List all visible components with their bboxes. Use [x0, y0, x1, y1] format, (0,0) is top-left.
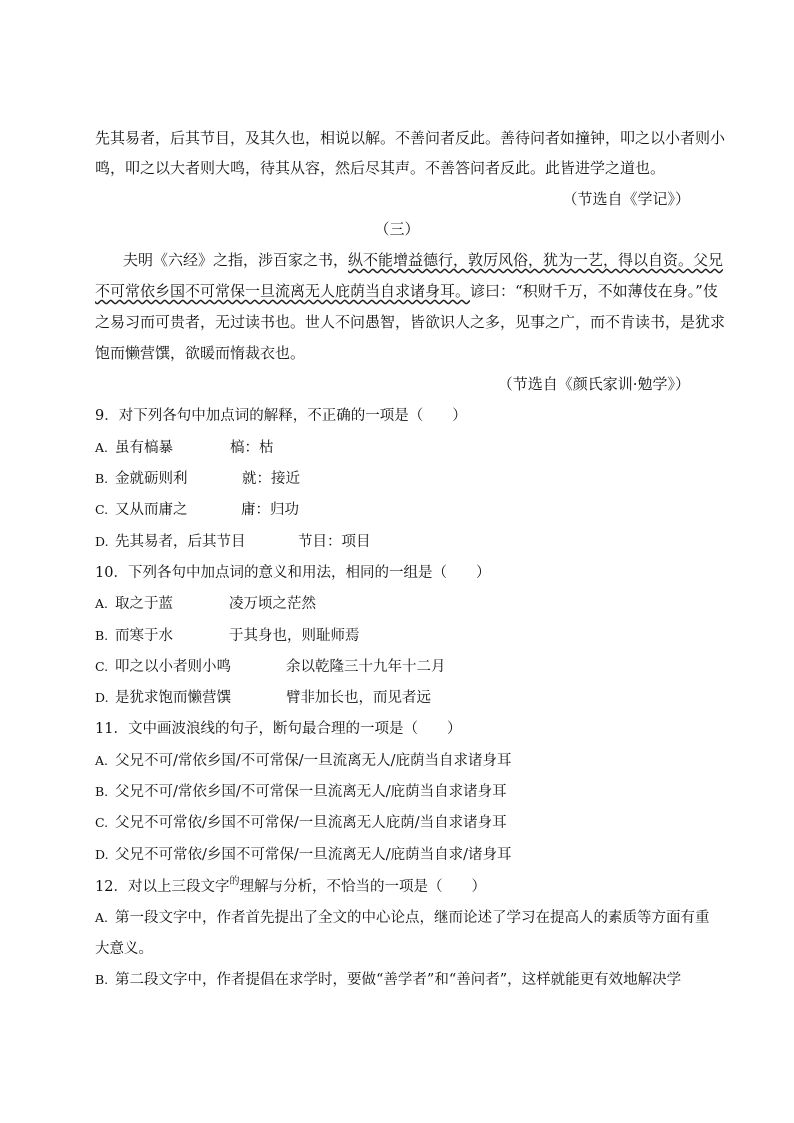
q10-option-a-gloss: 凌万顷之茫然 [229, 596, 316, 612]
q10-option-b-text: 而寒于水 [115, 628, 173, 644]
q9-option-a-gloss: 槁：枯 [230, 440, 274, 456]
q12-stem-part-1: 12．对以上三段文字 [95, 879, 230, 895]
passage3-line-4: 饱而懒营馔，欲暖而惰裁衣也。 [95, 344, 306, 362]
q9-option-a-text: 虽有槁暴 [115, 440, 173, 456]
q10-option-a-letter: A. [95, 596, 109, 611]
q9-option-b [95, 469, 300, 489]
q11-option-d-letter: D. [95, 847, 109, 862]
q10-option-b-gloss: 于其身也，则耻师焉 [229, 628, 360, 644]
q11-stem: 11．文中画波浪线的句子，断句最合理的一项是（ ） [95, 721, 462, 737]
q10-option-c-gloss: 余以乾隆三十九年十二月 [286, 659, 446, 675]
q10-option-b-letter: B. [95, 628, 109, 643]
q9-option-c [95, 500, 299, 520]
q9-option-c-letter: C. [95, 502, 109, 517]
q10-option-a [95, 594, 316, 614]
q12-option-b-line-1 [95, 970, 681, 990]
passage3-source: （节选自《颜氏家训·勉学》） [497, 375, 690, 393]
q10-option-b [95, 626, 360, 646]
q10-option-d [95, 688, 431, 708]
q11-option-b-letter: B. [95, 784, 109, 799]
passage2-source: （节选自《学记》） [562, 190, 690, 208]
q12-stem-part-2: 理解与分析，不恰当的一项是（ ） [239, 879, 486, 895]
q9-option-d-text: 先其易者，后其节目 [115, 534, 246, 550]
q11-option-b-text: 父兄不可/常依乡国/不可常保一旦流离无人/庇荫当自求诸身耳 [115, 784, 507, 800]
q9-option-a-letter: A. [95, 440, 109, 455]
q9-option-b-gloss: 就：接近 [242, 471, 300, 487]
passage2-line-2: 鸣，叩之以大者则大鸣，待其从容，然后尽其声。不善答问者反此。此皆进学之道也。 [95, 159, 666, 177]
q9-stem: 9．对下列各句中加点词的解释，不正确的一项是（ ） [95, 408, 467, 424]
q12-stem [95, 877, 486, 899]
q12-option-b-text-1: 第二段文字中，作者提倡在求学时，要做“善学者”和“善问者”，这样就能更有效地解决学 [115, 972, 682, 988]
q12-option-a-line-2: 大意义。 [95, 941, 153, 957]
q10-option-a-text: 取之于蓝 [115, 596, 173, 612]
q9-option-a [95, 438, 274, 458]
q12-option-b-letter: B. [95, 972, 109, 987]
q9-option-c-gloss: 庸：归功 [241, 502, 299, 518]
q12-option-a-text-1: 第一段文字中，作者首先提出了全文的中心论点，继而论述了学习在提高人的素质等方面有重 [115, 910, 710, 926]
q10-option-c [95, 657, 446, 677]
q9-option-d-gloss: 节目：项目 [298, 534, 371, 550]
passage3-line-2 [95, 281, 718, 301]
q10-option-d-letter: D. [95, 690, 109, 705]
q11-option-a-text: 父兄不可/常依乡国/不可常保/一旦流离无人/庇荫当自求诸身耳 [115, 753, 512, 769]
q9-option-b-letter: B. [95, 471, 109, 486]
q11-option-c [95, 813, 507, 833]
q11-option-c-letter: C. [95, 815, 109, 830]
q9-option-c-text: 又从而庸之 [115, 502, 188, 518]
q9-option-b-text: 金就砺则利 [115, 471, 188, 487]
q10-option-d-gloss: 臂非加长也，而见者远 [286, 690, 431, 706]
passage2-line-1: 先其易者，后其节目，及其久也，相说以解。不善问者反此。善待问者如撞钟，叩之以小者则小 [95, 129, 726, 147]
q9-option-d-letter: D. [95, 534, 109, 549]
q12-option-a-letter: A. [95, 910, 109, 925]
q11-option-c-text: 父兄不可常依/乡国不可常保/一旦流离无人庇荫/当自求诸身耳 [115, 815, 507, 831]
q10-option-d-text: 是犹求饱而懒营馔 [115, 690, 231, 706]
q11-option-a [95, 751, 512, 771]
passage3-line-1-plain: 夫明《六经》之指，涉百家之书， [123, 251, 349, 269]
q10-stem: 10．下列各句中加点词的意义和用法，相同的一组是（ ） [95, 565, 491, 581]
passage3-line-3: 之易习而可贵者，无过读书也。世人不问愚智，皆欲识人之多，见事之广，而不肯读书，是犹求 [95, 313, 726, 331]
q11-option-a-letter: A. [95, 753, 109, 768]
q11-option-b [95, 782, 507, 802]
q11-option-d [95, 845, 512, 865]
passage3-line-2-plain: 谚曰：“积财千万，不如薄伎在身。”伎 [470, 282, 718, 300]
q11-option-d-text: 父兄不可常依/乡国不可常保/一旦流离无人/庇荫当自求/诸身耳 [115, 847, 512, 863]
passage3-wavy-sentence-part-1: 纵不能增益德行，敦厉风俗，犹为一艺，得以自资。父兄 [348, 251, 724, 269]
q12-option-a-line-1 [95, 908, 710, 928]
q10-option-c-letter: C. [95, 659, 109, 674]
passage3-line-1 [123, 250, 723, 270]
passage3-heading: （三） [374, 220, 420, 238]
q9-option-d [95, 532, 371, 552]
q12-stem-superscript: 的 [229, 876, 240, 887]
passage3-wavy-sentence-part-2: 不可常依乡国不可常保一旦流离无人庇荫当自求诸身耳。 [95, 282, 471, 300]
q10-option-c-text: 叩之以小者则小鸣 [115, 659, 231, 675]
